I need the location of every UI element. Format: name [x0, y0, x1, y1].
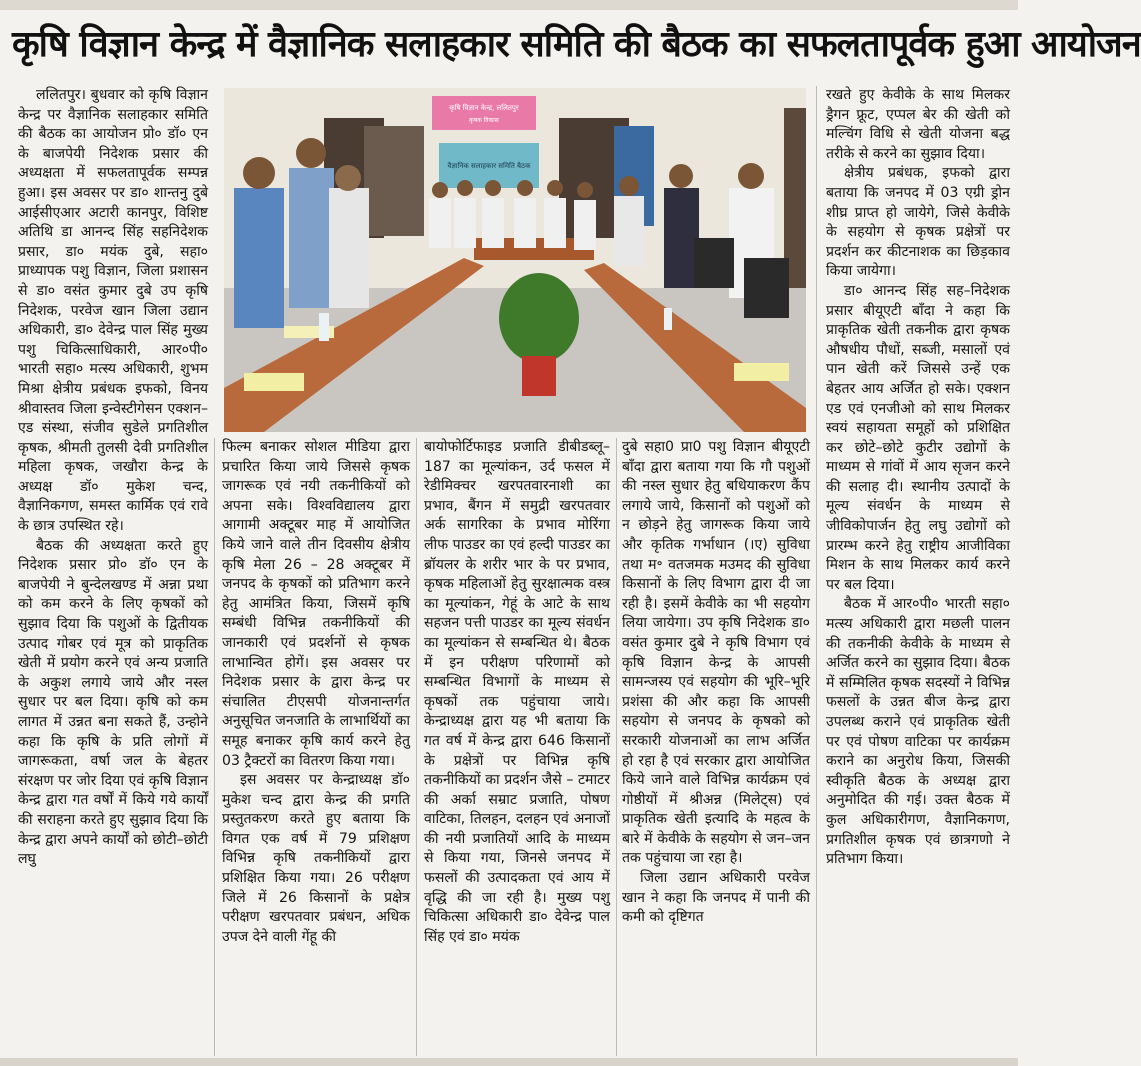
paragraph: डा० आनन्द सिंह सह–निदेशक प्रसार बीयूएटी बाँदा ने कहा कि प्राकृतिक खेती तकनीक द्वारा कृषक औषधीय पौधों, सब्जी, मसालों एवं पान खेती करें जिससे उन्हें एक बेहतर आय अर्जित हो सके। एक्शन एड एवं एनजीओ को साथ मिलकर स्वयं सहायता समूहों को प्रशिक्षित कर छोटे–छोटे कुटीर उद्योगों के माध्यम से गांवों में आय सृजन करने की सलाह दी। स्थानीय उत्पादों के मूल्य संवर्धन के माध्यम से जीविकोपार्जन हेतु लघु उद्योगों को प्रारम्भ करने हेतु राष्ट्रीय आजीविका मिशन के साथ मिलकर कार्य करने पर बल दिया। [826, 282, 1010, 593]
board-text: वैज्ञानिक सलाहकार समिति बैठक [447, 162, 531, 170]
paragraph: इस अवसर पर केन्द्राध्यक्ष डॉ० मुकेश चन्द द्वारा केन्द्र की प्रगति प्रस्तुतकरण करते हुए बताया कि विगत एक वर्ष में 79 प्रशिक्षण विभिन्न कृषि तकनीकियों द्वारा प्रशिक्षित किया गया। 26 परीक्षण जिले में 26 किसानों के प्रक्षेत्र परीक्षण खरपतवार प्रबंधन, अधिक उपज देने वाली गेंहू की [222, 772, 410, 945]
column-rule [416, 438, 417, 1056]
paragraph: क्षेत्रीय प्रबंधक, इफको द्वारा बताया कि जनपद में 03 एग्री ड्रोन शीघ्र प्राप्त हो जायेगे, जिसे केवीके के सहयोग से कृषक प्रक्षेत्रों पर प्रदर्शन कर कीटनाशक का छिड़काव किया जायेगा। [826, 165, 1010, 280]
next-article-strip [0, 1058, 1018, 1066]
article-column-2 [222, 438, 410, 1056]
article-column-4 [622, 438, 810, 1056]
wall-banner [432, 96, 536, 130]
paragraph: बायोफोर्टिफाइड प्रजाति डीबीडब्लू–187 का मूल्यांकन, उर्द फसल में रेडीमिक्चर खरपतवारनाशी का प्रभाव, बैंगन में समुद्री खरपतवार अर्क सागरिका के प्रभाव मोरिंगा लीफ पाउडर का एवं हल्दी पाउडर का ब्रॉयलर के शरीर भार के पर प्रभाव, कृषक महिलाओं हेतु सुरक्षात्मक वस्त्र का मूल्यांकन, गेहूं के आटे के साथ सहजन पत्ती पाउडर का मूल्य संवर्धन का मूल्यांकन से सम्बन्धित थे। बैठक में इन परीक्षण परिणामों को सम्बन्धित विभागों के माध्यम से कृषकों तक पहुंचाया जाये। केन्द्राध्यक्ष द्वारा यह भी बताया कि गत वर्ष में केन्द्र द्वारा 646 किसानों के प्रक्षेत्रों पर विभिन्न कृषि तकनीकियों का प्रदर्शन जैसे – टमाटर की अर्का सम्राट प्रजाति, पोषण वाटिका, तिलहन, दलहन एवं अनाजों की नयी प्रजातियों आदि के माध्यम से किया गया, जिनसे जनपद में फसलों की उत्पादकता एवं आय में वृद्धि की जा रही है। मुख्य पशु चिकित्सा अधिकारी डा० देवेन्द्र पाल सिंह एवं डा० मयंक [424, 439, 610, 945]
paragraph: रखते हुए केवीके के साथ मिलकर ड्रैगन फ्रूट, एप्पल बेर की खेती को मल्चिंग विधि से खेती योजना बद्ध तरीके से करने का सुझाव दिया। [826, 87, 1010, 162]
paragraph: दुबे सहा0 प्रा0 पशु विज्ञान बीयूएटी बाँदा द्वारा बताया गया कि गौ पशुओं की नस्ल सुधार हेतु बधियाकरण कैंप लगाये जाये, किसानों को पशुओं को न छोड़ने हेतु जागरूक किया जाये और कृतिक गर्भाधान (।ए) सुविधा तथा म॰ वतजमक मउमद की सुविधा किसानों के लिए विभाग द्वारा दी जा रही है। इसमें केवीके का भी सहयोग लिया जायेगा। उप कृषि निदेशक डा० वसंत कुमार दुबे ने कृषि विभाग एवं कृषि विज्ञान केन्द्र के आपसी सामन्जस्य एवं सहयोग की भूरि–भूरि प्रशंसा की और कहा कि आपसी सहयोग से जनपद के कृषको को सरकारी योजनाओं का लाभ अर्जित हो रहा है एवं सरकार द्वारा आयोजित किये जाने वाले विभिन्न कार्यक्रम एवं गोष्ठीयों में श्रीअन्न (मिलेट्स) एवं प्राकृतिक खेती इत्यादि के महत्व के बारे में केवीके के सहयोग से जन–जन तक पहुंचाया जा रहा है। [622, 439, 810, 867]
article-column-3 [424, 438, 610, 1056]
paragraph: बैठक में आर०पी० भारती सहा० मत्स्य अधिकारी द्वारा मछली पालन की तकनीकी केवीके के माध्यम से अर्जित करने का सुझाव दिया। बैठक में सम्मिलित कृषक सदस्यों ने विभिन्न फसलों के उन्नत बीज केन्द्र द्वारा उपलब्ध कराने एवं प्राकृतिक खेती पर एवं पोषण वाटिका पर कार्यक्रम कराने का अनुरोध किया, जिसकी स्वीकृति बैठक के अध्यक्ष द्वारा अनुमोदित की गई। उक्त बैठक में कुल अधिकारीगण, वैज्ञानिकगण, प्रगतिशील कृषक एवं छात्रगणो ने प्रतिभाग किया। [826, 596, 1010, 868]
column-rule [214, 438, 215, 1056]
paragraph: बैठक की अध्यक्षता करते हुए निदेशक प्रसार प्रो० डॉ० एन के बाजपेयी ने बुन्देलखण्ड में अन्ना प्रथा को कम करने के लिए कृषकों को सुझाव दिया कि पशुओं के द्वितीयक उत्पाद गोबर एवं मूत्र को प्राकृतिक खेती में प्रयोग करने एवं अन्य प्रजाति के अकुश लगाये जाये और नस्ल सुधार पर बल दिया। कृषि को कम लागत में उन्नत बना सकते हैं, उन्होने कहा कि कृषि के प्रति लोगों में जागरूकता, वर्षा जल के बेहतर संरक्षण पर जोर दिया एवं कृषि विज्ञान केन्द्र द्वारा गत वर्षों में किये गये कार्यों की सराहना करते हुए सुझाव दिया कि केन्द्र द्वारा अपने कार्यों को छोटी–छोटी लघु [18, 537, 208, 868]
article-column-1 [18, 86, 208, 1056]
meeting-photo [224, 88, 806, 432]
meeting-photo-illustration [224, 88, 806, 432]
article-column-5 [826, 86, 1010, 1056]
headline: कृषि विज्ञान केन्द्र में वैज्ञानिक सलाहकार समिति की बैठक का सफलतापूर्वक हुआ आयोजन [12, 24, 1141, 65]
column-rule [616, 438, 617, 1056]
banner-line2: कृषक विकास [469, 117, 499, 124]
paragraph: जिला उद्यान अधिकारी परवेज खान ने कहा कि जनपद में पानी की कमी को दृष्टिगत [622, 870, 810, 926]
banner-title: कृषि विज्ञान केन्द्र, ललितपुर [449, 104, 519, 112]
paragraph: ललितपुर। बुधवार को कृषि विज्ञान केन्द्र पर वैज्ञानिक सलाहकार समिति की बैठक का आयोजन प्रो० डॉ० एन के बाजपेयी निदेशक प्रसार की अध्यक्षता में सफलतापूर्वक सम्पन्न हुआ। इस अवसर पर डा० शान्तनु दुबे आईसीएआर अटारी कानपुर, विशिष्ट अतिथि डा आनन्द सिंह सहनिदेशक प्रसार, डा० मयंक दुबे, सहा० प्राध्यापक पशु विज्ञान, जिला प्रशासन से डा० वसंत कुमार दुबे उप कृषि निदेशक, परवेज खान जिला उद्यान अधिकारी, डा० देवेन्द्र पाल सिंह मुख्य पशु चिकित्साधिकारी, आर०पी० भारती सहा० मत्स्य अधिकारी, शुभम मिश्रा क्षेत्रीय प्रबंधक इफको, विनय श्रीवास्तव जिला इन्वेस्टीगेसन एक्शन–एड संस्था, संजीव सुडेले प्रगतिशील कृषक, श्रीमती तुलसी देवी प्रगतिशील महिला कृषक, जखौरा केन्द्र के अध्यक्ष डॉ० मुकेश चन्द, वैज्ञानिकगण, समस्त कार्मिक एवं रावे के छात्र उपस्थित रहे। [18, 87, 208, 535]
paragraph: फिल्म बनाकर सोशल मीडिया द्वारा प्रचारित किया जाये जिससे कृषक जागरूक एवं नयी तकनीकियों को अपना सके। विश्वविद्यालय द्वारा आगामी अक्टूबर माह में आयोजित किये जाने वाले तीन दिवसीय क्षेत्रीय कृषि मेला 26 – 28 अक्टूबर में जनपद के कृषकों को प्रतिभाग करने हेतु आमंत्रित किया, जिसमें कृषि सम्बंधी विभिन्न तकनीकियों की जानकारी एवं प्रदर्शनों से कृषक लाभान्वित होगें। इस अवसर पर निदेशक प्रसार के द्वारा केन्द्र पर संचालित टीएसपी योजनान्तर्गत अनुसूचित जनजाति के लाभार्थियों का समूह बनाकर कृषि कार्य करने हेतु 03 ट्रैक्टरों का वितरण किया गया। [222, 439, 410, 769]
previous-article-strip [0, 0, 1018, 10]
column-rule [816, 86, 817, 1056]
